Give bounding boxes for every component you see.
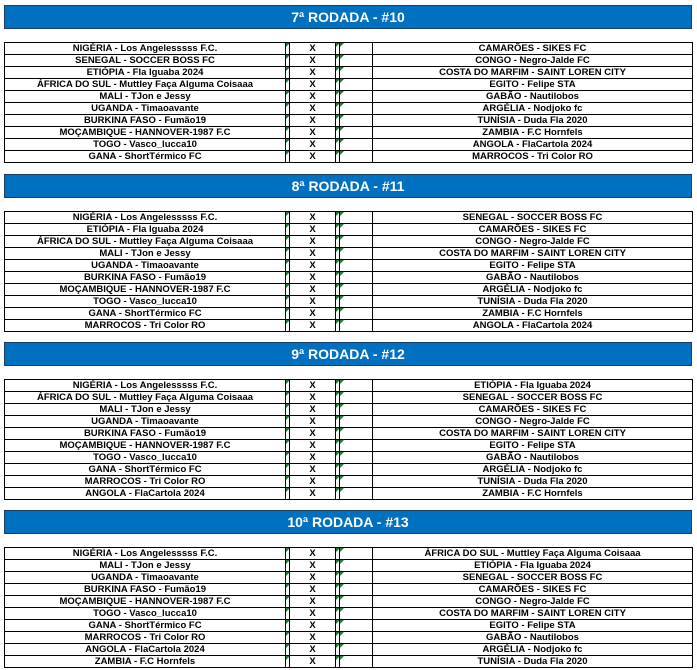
away-team: COSTA DO MARFIM - SAINT LOREN CITY: [373, 428, 693, 440]
home-team: GANA - ShortTérmico FC: [5, 151, 286, 163]
away-team: GABÃO - Nautilobos: [373, 632, 693, 644]
match-row: [5, 464, 693, 476]
home-team: MOÇAMBIQUE - HANNOVER-1987 F.C: [5, 127, 286, 139]
home-score-cell[interactable]: [286, 139, 290, 151]
away-team: SENEGAL - SOCCER BOSS FC: [373, 572, 693, 584]
match-row: [5, 103, 693, 115]
home-team: MARROCOS - Tri Color RO: [5, 632, 286, 644]
match-row: [5, 488, 693, 500]
versus-label: X: [290, 404, 336, 416]
versus-label: X: [290, 380, 336, 392]
round-title: 8ª RODADA - #11: [4, 174, 692, 198]
home-team: UGANDA - Timaoavante: [5, 103, 286, 115]
match-row: [5, 476, 693, 488]
away-team: ARGÉLIA - Nodjoko fc: [373, 103, 693, 115]
home-team: UGANDA - Timaoavante: [5, 416, 286, 428]
match-row: [5, 67, 693, 79]
match-row: [5, 212, 693, 224]
away-score-input[interactable]: [340, 127, 373, 139]
home-score-cell[interactable]: [286, 320, 290, 332]
versus-label: X: [290, 67, 336, 79]
away-score-input[interactable]: [340, 572, 373, 584]
versus-label: X: [290, 620, 336, 632]
home-score-cell[interactable]: [286, 79, 290, 91]
away-team: ANGOLA - FlaCartola 2024: [373, 320, 693, 332]
match-row: [5, 608, 693, 620]
home-score-cell[interactable]: [286, 428, 290, 440]
home-score-cell[interactable]: [286, 560, 290, 572]
versus-label: X: [290, 464, 336, 476]
home-score-cell[interactable]: [286, 596, 290, 608]
home-team: ETIÓPIA - Fla Iguaba 2024: [5, 224, 286, 236]
home-score-cell[interactable]: [286, 55, 290, 67]
away-score-input[interactable]: [340, 272, 373, 284]
versus-label: X: [290, 91, 336, 103]
match-row: [5, 248, 693, 260]
away-team: TUNÍSIA - Duda Fla 2020: [373, 656, 693, 668]
match-table: [4, 379, 693, 500]
home-team: NIGÉRIA - Los Angelesssss F.C.: [5, 43, 286, 55]
home-score-cell[interactable]: [286, 404, 290, 416]
home-score-cell[interactable]: [286, 488, 290, 500]
away-score-input[interactable]: [340, 320, 373, 332]
home-score-cell[interactable]: [286, 452, 290, 464]
away-team: COSTA DO MARFIM - SAINT LOREN CITY: [373, 248, 693, 260]
versus-label: X: [290, 139, 336, 151]
home-team: TOGO - Vasco_lucca10: [5, 296, 286, 308]
away-team: EGITO - Felipe STA: [373, 440, 693, 452]
home-team: NIGÉRIA - Los Angelesssss F.C.: [5, 548, 286, 560]
home-score-cell[interactable]: [286, 392, 290, 404]
away-score-input[interactable]: [340, 91, 373, 103]
home-team: BURKINA FASO - Fumão19: [5, 584, 286, 596]
home-team: ÁFRICA DO SUL - Muttley Faça Alguma Coisaaa: [5, 79, 286, 91]
home-score-cell[interactable]: [286, 296, 290, 308]
away-score-input[interactable]: [340, 284, 373, 296]
away-score-input[interactable]: [340, 596, 373, 608]
home-team: BURKINA FASO - Fumão19: [5, 428, 286, 440]
away-score-input[interactable]: [340, 224, 373, 236]
away-team: CAMARÕES - SIKES FC: [373, 224, 693, 236]
home-team: MARROCOS - Tri Color RO: [5, 476, 286, 488]
match-row: [5, 584, 693, 596]
match-table: [4, 547, 693, 668]
match-row: [5, 272, 693, 284]
versus-label: X: [290, 548, 336, 560]
away-score-input[interactable]: [340, 620, 373, 632]
away-team: EGITO - Felipe STA: [373, 260, 693, 272]
match-row: [5, 91, 693, 103]
versus-label: X: [290, 632, 336, 644]
away-score-input[interactable]: [340, 103, 373, 115]
home-score-cell[interactable]: [286, 440, 290, 452]
away-score-input[interactable]: [340, 644, 373, 656]
home-score-cell[interactable]: [286, 43, 290, 55]
away-team: ARGÉLIA - Nodjoko fc: [373, 284, 693, 296]
home-team: MALI - TJon e Jessy: [5, 404, 286, 416]
home-team: MALI - TJon e Jessy: [5, 91, 286, 103]
away-score-input[interactable]: [340, 43, 373, 55]
home-team: SENEGAL - SOCCER BOSS FC: [5, 55, 286, 67]
home-score-cell[interactable]: [286, 380, 290, 392]
away-team: ETIÓPIA - Fla Iguaba 2024: [373, 560, 693, 572]
match-row: [5, 644, 693, 656]
away-team: ETIÓPIA - Fla Iguaba 2024: [373, 380, 693, 392]
away-team: GABÃO - Nautilobos: [373, 272, 693, 284]
match-row: [5, 632, 693, 644]
home-team: NIGÉRIA - Los Angelesssss F.C.: [5, 380, 286, 392]
away-score-input[interactable]: [340, 416, 373, 428]
away-team: ZAMBIA - F.C Hornfels: [373, 127, 693, 139]
home-team: ANGOLA - FlaCartola 2024: [5, 488, 286, 500]
home-team: ÁFRICA DO SUL - Muttley Faça Alguma Coisaaa: [5, 236, 286, 248]
match-row: [5, 548, 693, 560]
away-score-input[interactable]: [340, 584, 373, 596]
round-block: [4, 510, 692, 667]
away-team: SENEGAL - SOCCER BOSS FC: [373, 392, 693, 404]
versus-label: X: [290, 308, 336, 320]
home-score-cell[interactable]: [286, 584, 290, 596]
away-team: ARGÉLIA - Nodjoko fc: [373, 464, 693, 476]
away-team: SENEGAL - SOCCER BOSS FC: [373, 212, 693, 224]
versus-label: X: [290, 79, 336, 91]
match-table: [4, 42, 693, 163]
home-team: ZAMBIA - F.C Hornfels: [5, 656, 286, 668]
match-row: [5, 284, 693, 296]
home-score-cell[interactable]: [286, 103, 290, 115]
home-score-cell[interactable]: [286, 151, 290, 163]
away-score-input[interactable]: [340, 464, 373, 476]
home-team: MOÇAMBIQUE - HANNOVER-1987 F.C: [5, 596, 286, 608]
away-team: COSTA DO MARFIM - SAINT LOREN CITY: [373, 608, 693, 620]
versus-label: X: [290, 320, 336, 332]
round-block: [4, 5, 692, 162]
home-score-cell[interactable]: [286, 416, 290, 428]
match-row: [5, 560, 693, 572]
away-team: TUNÍSIA - Duda Fla 2020: [373, 296, 693, 308]
match-row: [5, 43, 693, 55]
home-score-cell[interactable]: [286, 224, 290, 236]
versus-label: X: [290, 440, 336, 452]
round-title: 7ª RODADA - #10: [4, 5, 692, 29]
versus-label: X: [290, 272, 336, 284]
home-score-cell[interactable]: [286, 272, 290, 284]
versus-label: X: [290, 284, 336, 296]
away-team: EGITO - Felipe STA: [373, 79, 693, 91]
versus-label: X: [290, 296, 336, 308]
away-score-input[interactable]: [340, 428, 373, 440]
home-team: GANA - ShortTérmico FC: [5, 464, 286, 476]
away-score-input[interactable]: [340, 308, 373, 320]
away-team: MARROCOS - Tri Color RO: [373, 151, 693, 163]
home-team: GANA - ShortTérmico FC: [5, 620, 286, 632]
versus-label: X: [290, 596, 336, 608]
home-team: TOGO - Vasco_lucca10: [5, 452, 286, 464]
match-row: [5, 656, 693, 668]
away-score-input[interactable]: [340, 248, 373, 260]
home-score-cell[interactable]: [286, 620, 290, 632]
match-row: [5, 404, 693, 416]
away-score-input[interactable]: [340, 139, 373, 151]
match-table: [4, 211, 693, 332]
home-score-cell[interactable]: [286, 464, 290, 476]
home-score-cell[interactable]: [286, 656, 290, 668]
match-row: [5, 428, 693, 440]
away-score-input[interactable]: [340, 55, 373, 67]
match-row: [5, 55, 693, 67]
away-score-input[interactable]: [340, 392, 373, 404]
away-score-input[interactable]: [340, 488, 373, 500]
home-score-cell[interactable]: [286, 115, 290, 127]
home-team: NIGÉRIA - Los Angelesssss F.C.: [5, 212, 286, 224]
match-row: [5, 392, 693, 404]
match-row: [5, 452, 693, 464]
away-score-input[interactable]: [340, 404, 373, 416]
away-team: COSTA DO MARFIM - SAINT LOREN CITY: [373, 67, 693, 79]
home-score-cell[interactable]: [286, 548, 290, 560]
home-team: BURKINA FASO - Fumão19: [5, 272, 286, 284]
versus-label: X: [290, 236, 336, 248]
home-team: ETIÓPIA - Fla Iguaba 2024: [5, 67, 286, 79]
match-row: [5, 440, 693, 452]
versus-label: X: [290, 656, 336, 668]
home-team: MALI - TJon e Jessy: [5, 248, 286, 260]
match-row: [5, 620, 693, 632]
match-row: [5, 236, 693, 248]
home-team: BURKINA FASO - Fumão19: [5, 115, 286, 127]
versus-label: X: [290, 127, 336, 139]
away-team: ZAMBIA - F.C Hornfels: [373, 308, 693, 320]
away-team: EGITO - Felipe STA: [373, 620, 693, 632]
match-row: [5, 224, 693, 236]
home-score-cell[interactable]: [286, 212, 290, 224]
versus-label: X: [290, 260, 336, 272]
away-score-input[interactable]: [340, 560, 373, 572]
home-score-cell[interactable]: [286, 608, 290, 620]
home-score-cell[interactable]: [286, 248, 290, 260]
versus-label: X: [290, 212, 336, 224]
versus-label: X: [290, 392, 336, 404]
away-team: ANGOLA - FlaCartola 2024: [373, 139, 693, 151]
match-row: [5, 416, 693, 428]
versus-label: X: [290, 428, 336, 440]
away-score-input[interactable]: [340, 296, 373, 308]
home-score-cell[interactable]: [286, 476, 290, 488]
versus-label: X: [290, 560, 336, 572]
away-score-input[interactable]: [340, 67, 373, 79]
home-score-cell[interactable]: [286, 127, 290, 139]
match-row: [5, 260, 693, 272]
versus-label: X: [290, 488, 336, 500]
away-score-input[interactable]: [340, 260, 373, 272]
round-title: 10ª RODADA - #13: [4, 510, 692, 534]
versus-label: X: [290, 151, 336, 163]
away-team: CAMARÕES - SIKES FC: [373, 584, 693, 596]
home-team: MOÇAMBIQUE - HANNOVER-1987 F.C: [5, 440, 286, 452]
away-score-input[interactable]: [340, 656, 373, 668]
match-row: [5, 79, 693, 91]
match-row: [5, 380, 693, 392]
away-score-input[interactable]: [340, 548, 373, 560]
away-team: ZAMBIA - F.C Hornfels: [373, 488, 693, 500]
match-row: [5, 320, 693, 332]
home-score-cell[interactable]: [286, 572, 290, 584]
round-title: 9ª RODADA - #12: [4, 342, 692, 366]
versus-label: X: [290, 476, 336, 488]
match-row: [5, 115, 693, 127]
away-score-input[interactable]: [340, 236, 373, 248]
away-team: TUNÍSIA - Duda Fla 2020: [373, 476, 693, 488]
away-score-input[interactable]: [340, 452, 373, 464]
versus-label: X: [290, 43, 336, 55]
away-team: CONGO - Negro-Jalde FC: [373, 55, 693, 67]
home-team: TOGO - Vasco_lucca10: [5, 608, 286, 620]
versus-label: X: [290, 572, 336, 584]
match-row: [5, 296, 693, 308]
away-score-input[interactable]: [340, 476, 373, 488]
home-team: UGANDA - Timaoavante: [5, 260, 286, 272]
away-team: GABÃO - Nautilobos: [373, 91, 693, 103]
versus-label: X: [290, 608, 336, 620]
home-team: MOÇAMBIQUE - HANNOVER-1987 F.C: [5, 284, 286, 296]
home-score-cell[interactable]: [286, 632, 290, 644]
versus-label: X: [290, 248, 336, 260]
match-row: [5, 151, 693, 163]
away-score-input[interactable]: [340, 115, 373, 127]
versus-label: X: [290, 644, 336, 656]
away-team: TUNÍSIA - Duda Fla 2020: [373, 115, 693, 127]
home-score-cell[interactable]: [286, 260, 290, 272]
versus-label: X: [290, 416, 336, 428]
home-score-cell[interactable]: [286, 284, 290, 296]
home-team: GANA - ShortTérmico FC: [5, 308, 286, 320]
away-team: CONGO - Negro-Jalde FC: [373, 596, 693, 608]
away-score-input[interactable]: [340, 79, 373, 91]
versus-label: X: [290, 115, 336, 127]
round-block: [4, 174, 692, 331]
home-team: ANGOLA - FlaCartola 2024: [5, 644, 286, 656]
home-score-cell[interactable]: [286, 67, 290, 79]
versus-label: X: [290, 452, 336, 464]
match-row: [5, 596, 693, 608]
away-score-input[interactable]: [340, 440, 373, 452]
home-score-cell[interactable]: [286, 236, 290, 248]
away-score-input[interactable]: [340, 212, 373, 224]
away-team: CAMARÕES - SIKES FC: [373, 404, 693, 416]
versus-label: X: [290, 103, 336, 115]
away-team: ARGÉLIA - Nodjoko fc: [373, 644, 693, 656]
versus-label: X: [290, 584, 336, 596]
home-score-cell[interactable]: [286, 308, 290, 320]
home-team: ÁFRICA DO SUL - Muttley Faça Alguma Coisaaa: [5, 392, 286, 404]
home-score-cell[interactable]: [286, 91, 290, 103]
match-row: [5, 308, 693, 320]
away-team: CONGO - Negro-Jalde FC: [373, 236, 693, 248]
versus-label: X: [290, 224, 336, 236]
away-team: CONGO - Negro-Jalde FC: [373, 416, 693, 428]
round-block: [4, 342, 692, 499]
away-score-input[interactable]: [340, 632, 373, 644]
match-row: [5, 139, 693, 151]
away-score-input[interactable]: [340, 380, 373, 392]
home-team: MALI - TJon e Jessy: [5, 560, 286, 572]
away-score-input[interactable]: [340, 151, 373, 163]
home-team: MARROCOS - Tri Color RO: [5, 320, 286, 332]
home-team: TOGO - Vasco_lucca10: [5, 139, 286, 151]
away-team: CAMARÕES - SIKES FC: [373, 43, 693, 55]
home-team: UGANDA - Timaoavante: [5, 572, 286, 584]
match-row: [5, 127, 693, 139]
versus-label: X: [290, 55, 336, 67]
away-team: GABÃO - Nautilobos: [373, 452, 693, 464]
match-row: [5, 572, 693, 584]
home-score-cell[interactable]: [286, 644, 290, 656]
away-team: ÁFRICA DO SUL - Muttley Faça Alguma Coisaaa: [373, 548, 693, 560]
away-score-input[interactable]: [340, 608, 373, 620]
